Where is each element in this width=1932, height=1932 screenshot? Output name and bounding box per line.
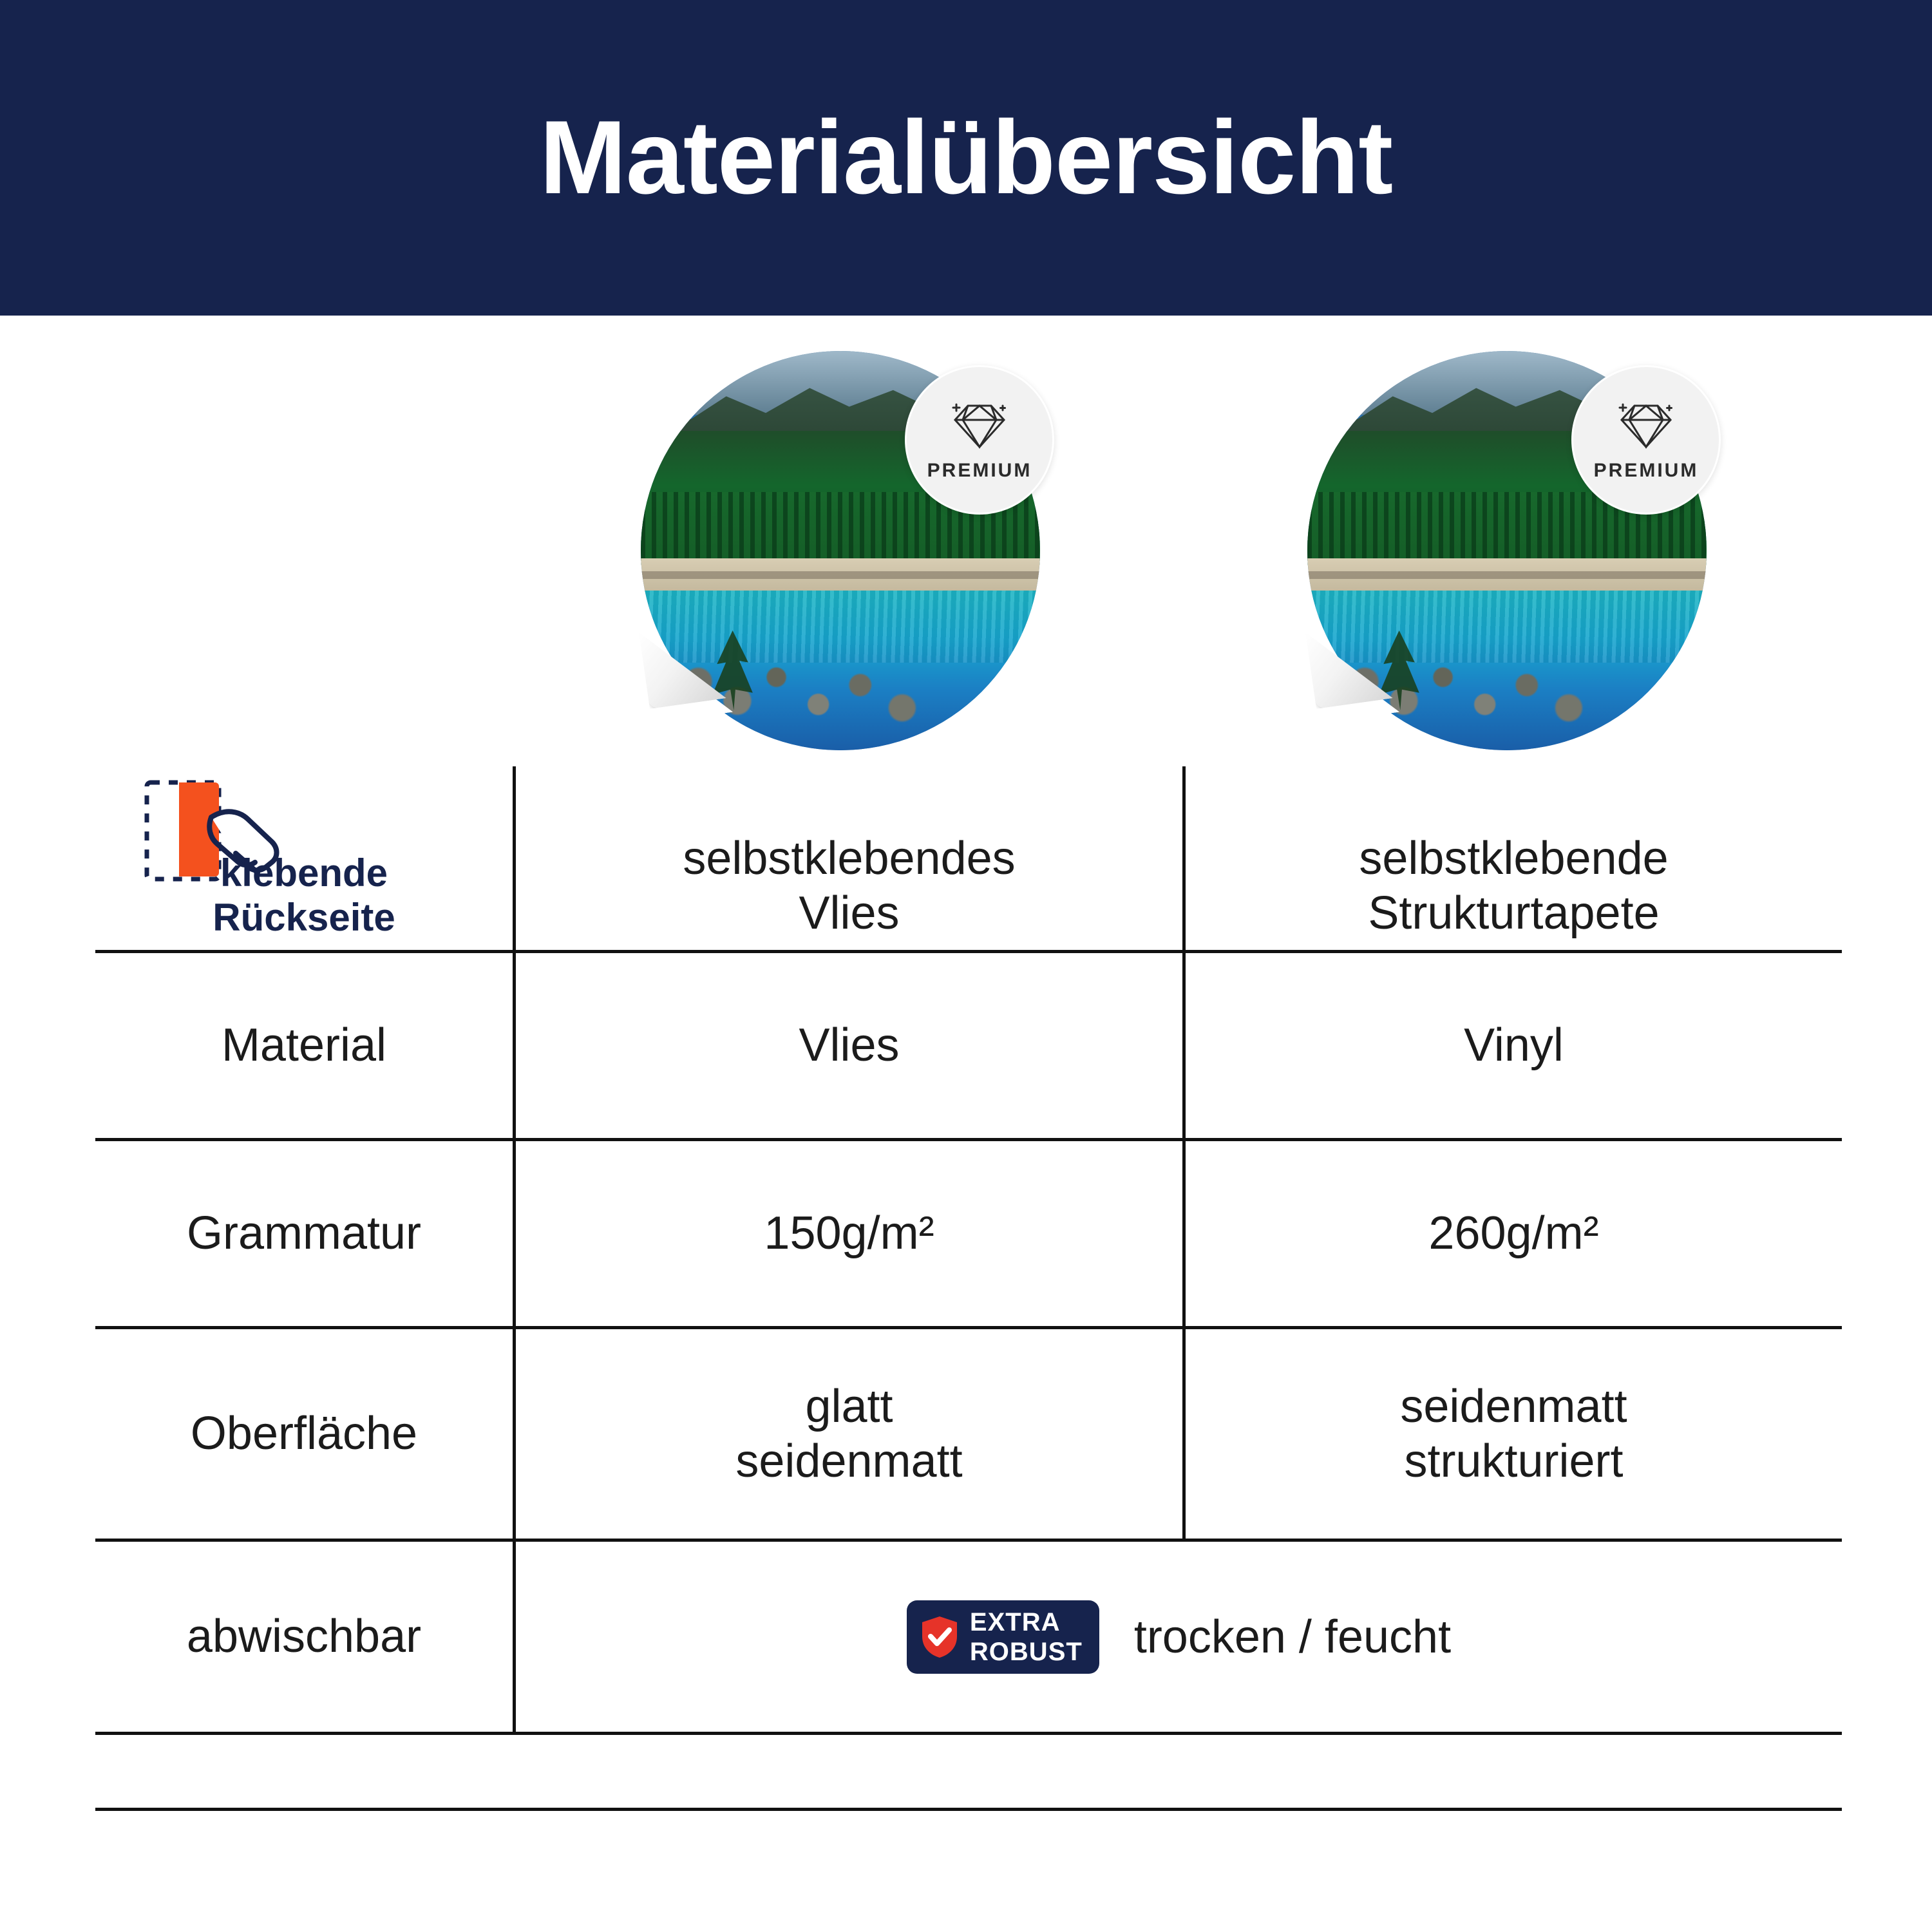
footer-spacer-left bbox=[95, 1735, 513, 1808]
cell-abwischbar-value bbox=[513, 1542, 1842, 1732]
cell-oberflaeche-strukturtapete-line1: seidenmatt bbox=[1400, 1380, 1627, 1432]
row-label-abwischbar: abwischbar bbox=[186, 1611, 422, 1663]
premium-badge-label: PREMIUM bbox=[927, 460, 1032, 481]
table-footer-row bbox=[95, 1735, 1842, 1811]
column-header-strukturtapete-line2: Strukturtapete bbox=[1368, 887, 1660, 940]
cell-oberflaeche-vlies bbox=[513, 1329, 1182, 1539]
column-header-vlies-line2: Vlies bbox=[799, 887, 900, 940]
photo-shore bbox=[1307, 558, 1707, 594]
cell-oberflaeche-strukturtapete-line2: strukturiert bbox=[1404, 1435, 1624, 1487]
photo-shore bbox=[641, 558, 1040, 594]
extra-robust-text bbox=[970, 1609, 1083, 1665]
row-label-grammatur: Grammatur bbox=[186, 1208, 422, 1260]
cell-grammatur-strukturtapete: 260g/m² bbox=[1182, 1141, 1842, 1326]
premium-badge-label: PREMIUM bbox=[1593, 460, 1699, 481]
row-label-oberflaeche: Oberfläche bbox=[190, 1408, 418, 1460]
product-image-right bbox=[1307, 351, 1707, 750]
table-row bbox=[95, 1329, 1842, 1542]
premium-badge-right bbox=[1571, 365, 1721, 515]
column-header-vlies bbox=[513, 766, 1182, 950]
abwischbar-caption: trocken / feucht bbox=[1133, 1611, 1452, 1663]
cell-material-vlies: Vlies bbox=[513, 953, 1182, 1138]
adhesive-label-line1: klebende bbox=[220, 851, 388, 895]
page-title: Materialübersicht bbox=[539, 99, 1393, 216]
column-header-strukturtapete bbox=[1182, 766, 1842, 950]
product-image-left bbox=[641, 351, 1040, 750]
product-sample-right bbox=[1307, 351, 1719, 763]
product-sample-left bbox=[641, 351, 1053, 763]
diamond-icon bbox=[1615, 398, 1677, 453]
material-comparison-table bbox=[95, 766, 1842, 1811]
table-row bbox=[95, 1141, 1842, 1329]
premium-badge-left bbox=[905, 365, 1054, 515]
cell-oberflaeche-vlies-line1: glatt bbox=[805, 1380, 893, 1432]
table-row bbox=[95, 1542, 1842, 1735]
row-header-adhesive bbox=[95, 766, 513, 950]
cell-oberflaeche-vlies-line2: seidenmatt bbox=[735, 1435, 963, 1487]
column-header-vlies-line1: selbstklebendes bbox=[683, 833, 1016, 885]
table-row bbox=[95, 953, 1842, 1141]
extra-robust-line2: ROBUST bbox=[969, 1637, 1083, 1666]
column-header-strukturtapete-line1: selbstklebende bbox=[1359, 833, 1669, 885]
page-header bbox=[0, 0, 1932, 316]
adhesive-label-line2: Rückseite bbox=[213, 896, 395, 939]
shield-check-icon bbox=[920, 1615, 960, 1660]
footer-spacer-right bbox=[513, 1735, 1842, 1808]
diamond-icon bbox=[949, 398, 1010, 453]
extra-robust-badge bbox=[907, 1600, 1099, 1674]
table-header-row bbox=[95, 766, 1842, 953]
row-label-material: Material bbox=[221, 1019, 387, 1072]
cell-oberflaeche-strukturtapete bbox=[1182, 1329, 1842, 1539]
extra-robust-line1: EXTRA bbox=[969, 1607, 1061, 1636]
cell-grammatur-vlies: 150g/m² bbox=[513, 1141, 1182, 1326]
cell-material-vinyl: Vinyl bbox=[1182, 953, 1842, 1138]
